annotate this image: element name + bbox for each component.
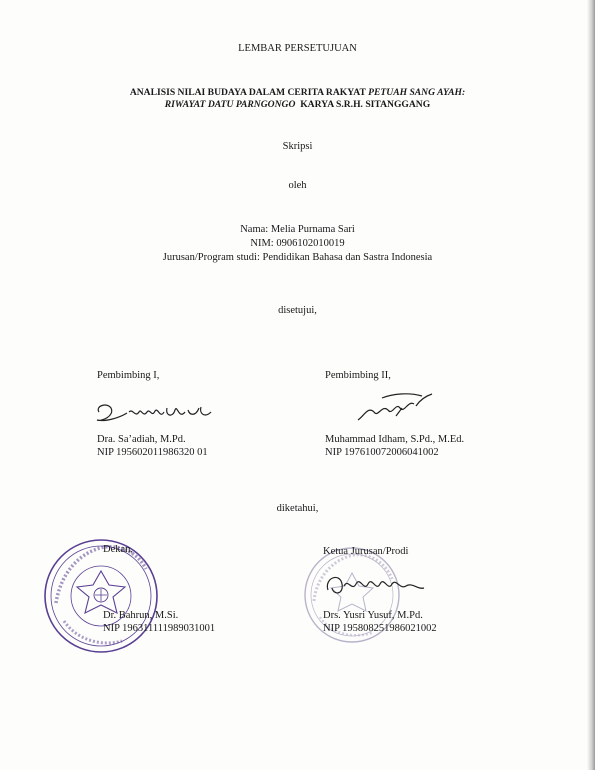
supervisor-2-nip: NIP 197610072006041002 [325,447,439,458]
supervisor-2-role: Pembimbing II, [325,370,391,381]
head-name: Drs. Yusri Yusuf, M.Pd. [323,610,423,621]
supervisor-1-role: Pembimbing I, [97,370,160,381]
title-line-2-plain: KARYA S.R.H. SITANGGANG [295,99,431,110]
head-signature [320,566,430,606]
author-name: Nama: Melia Purnama Sari [240,224,355,235]
supervisor-1-nip: NIP 195602011986320 01 [97,447,208,458]
head-role: Ketua Jurusan/Prodi [323,546,409,557]
author-program: Jurusan/Program studi: Pendidikan Bahasa dan Sastra Indonesia [162,252,433,263]
approved-label: disetujui, [278,305,317,316]
dean-name: Dr. Bahrun, M.Si. [103,610,179,621]
author-nim: NIM: 0906102010019 [250,238,345,249]
thesis-title-line-1 [0,87,595,99]
document-type: Skripsi [282,141,313,152]
supervisor-1-signature [93,398,218,430]
scan-edge-shadow [587,0,595,770]
title-line-1-italic: PETUAH SANG AYAH: [368,87,466,98]
supervisor-2-signature [352,390,437,430]
thesis-title-line-2 [0,99,595,111]
known-label: diketahui, [276,503,319,514]
page-header: LEMBAR PERSETUJUAN [238,43,357,54]
head-nip: NIP 195808251986021002 [323,623,437,634]
dean-nip: NIP 196311111989031001 [103,623,216,634]
supervisor-2-name: Muhammad Idham, S.Pd., M.Ed. [325,434,465,445]
title-line-2-italic: RIWAYAT DATU PARNGONGO [164,99,296,110]
by-label: oleh [288,180,307,191]
supervisor-1-name: Dra. Sa’adiah, M.Pd. [97,434,186,445]
dean-role: Dekan, [103,544,134,555]
dean-official-stamp [42,537,160,655]
title-line-1-plain: ANALISIS NILAI BUDAYA DALAM CERITA RAKYAT [129,87,369,98]
